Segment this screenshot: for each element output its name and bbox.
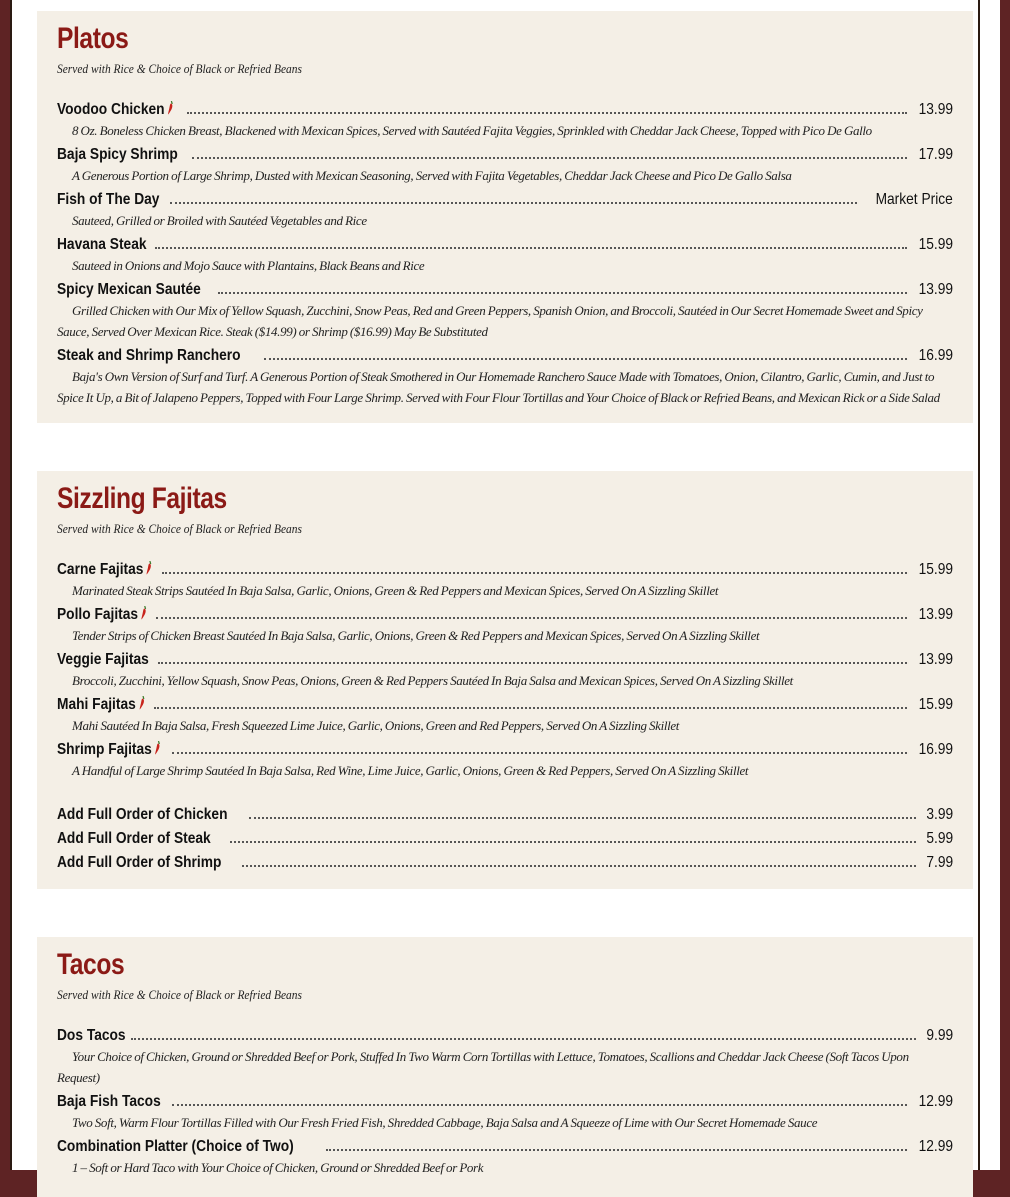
menu-item-row [57, 186, 953, 209]
menu-item-price: 16.99 [918, 347, 953, 364]
addon-name: Add Full Order of Steak [57, 830, 211, 847]
section-title: Tacos [57, 948, 125, 981]
menu-item-name-text: Carne Fajitas [57, 561, 144, 578]
addon-price: 5.99 [926, 830, 953, 847]
menu-item-name [57, 146, 178, 164]
menu-item-name-text: Voodoo Chicken [57, 101, 165, 118]
chili-pepper-icon [146, 561, 153, 575]
menu-item-description: A Handful of Large Shrimp Sautéed In Baja Salsa, Red Wine, Lime Juice, Garlic, Onions, Green & Red Peppers, Served On A Sizzling Skillet [72, 763, 749, 778]
addon-row [57, 800, 953, 824]
menu-item-row [57, 1088, 953, 1111]
addon-list [57, 800, 953, 872]
menu-item-name-text: Baja Spicy Shrimp [57, 146, 178, 163]
section-tacos [37, 937, 973, 1197]
menu-item-name [57, 101, 174, 119]
section-subtitle: Served with Rice & Choice of Black or Refried Beans [57, 987, 302, 1002]
dot-leader [218, 291, 907, 294]
menu-item-list [57, 556, 953, 781]
addon-name: Add Full Order of Shrimp [57, 854, 222, 871]
menu-item-row [57, 1133, 953, 1156]
dot-leader [156, 616, 907, 619]
menu-item-price: 16.99 [918, 741, 953, 758]
section-sizzling-fajitas [37, 471, 973, 889]
addon-name: Add Full Order of Chicken [57, 806, 228, 823]
menu-item-row [57, 276, 953, 299]
menu-item [57, 691, 953, 736]
menu-item-name-text: Pollo Fajitas [57, 606, 139, 623]
menu-item-name-text: Mahi Fajitas [57, 696, 136, 713]
dot-leader [170, 201, 857, 204]
menu-item-list [57, 1022, 953, 1178]
menu-item-price: 15.99 [918, 561, 953, 578]
menu-item-row [57, 556, 953, 579]
menu-item-price: 15.99 [918, 696, 953, 713]
menu-item [57, 186, 953, 231]
menu-item [57, 1133, 953, 1178]
menu-item-row [57, 231, 953, 254]
dot-leader [230, 840, 916, 843]
menu-item-description: 8 Oz. Boneless Chicken Breast, Blackened with Mexican Spices, Served with Sautéed Fajita Veggies, Sprinkled with Cheddar Jack Cheese, Topped with Pico De Gallo [72, 123, 872, 138]
dot-leader [326, 1148, 907, 1151]
chili-pepper-icon [138, 696, 145, 710]
menu-item-description: Sauteed in Onions and Mojo Sauce with Plantains, Black Beans and Rice [72, 258, 425, 273]
menu-item-price: Market Price [875, 191, 953, 208]
dot-leader [154, 706, 907, 709]
menu-item-description: Your Choice of Chicken, Ground or Shredded Beef or Pork, Stuffed In Two Warm Corn Tortillas with Lettuce, Tomatoes, Scallions and Cheddar Jack Cheese (Soft Tacos Upon Request) [57, 1049, 909, 1085]
menu-item-name-text: Steak and Shrimp Ranchero [57, 347, 241, 364]
menu-item-description: Baja's Own Version of Surf and Turf. A Generous Portion of Steak Smothered in Our Homemade Ranchero Sauce Made with Tomatoes, Onion, Cilantro, Garlic, Cumin, and Just to Spice It Up, a Bit of Jalapeno Peppers, Topped with Four Large Shrimp. Served with Four Flour Tortillas and Your Choice of Black or Refried Beans, and Mexican Rick or a Side Salad [57, 369, 940, 405]
dot-leader [242, 864, 916, 867]
menu-item-name [57, 1093, 161, 1111]
menu-item-name-text: Combination Platter (Choice of Two) [57, 1138, 294, 1155]
menu-item-price: 15.99 [918, 236, 953, 253]
menu-item-name-text: Fish of The Day [57, 191, 160, 208]
menu-item-row [57, 96, 953, 119]
menu-item-name [57, 561, 153, 579]
menu-item-name-text: Dos Tacos [57, 1027, 126, 1044]
section-title: Platos [57, 22, 129, 55]
addon-row [57, 848, 953, 872]
menu-item [57, 141, 953, 186]
menu-item-price: 12.99 [918, 1138, 953, 1155]
section-platos [37, 11, 973, 423]
menu-item-row [57, 736, 953, 759]
menu-item-price: 17.99 [918, 146, 953, 163]
menu-item [57, 556, 953, 601]
menu-item-row [57, 646, 953, 669]
menu-item-description: Grilled Chicken with Our Mix of Yellow Squash, Zucchini, Snow Peas, Red and Green Peppers, Spanish Onion, and Broccoli, Sautéed in Our Secret Homemade Sweet and Spicy Sauce, Served Over Mexican Rice. Steak ($14.99) or Shrimp ($16.99) May Be Substituted [57, 303, 923, 339]
dot-leader [155, 246, 907, 249]
addon-price: 7.99 [926, 854, 953, 871]
chili-pepper-icon [141, 606, 148, 620]
menu-item-price: 13.99 [918, 651, 953, 668]
menu-item-name [57, 347, 241, 365]
menu-item [57, 1022, 953, 1088]
menu-item-description: A Generous Portion of Large Shrimp, Dusted with Mexican Seasoning, Served with Fajita Vegetables, Cheddar Jack Cheese and Pico De Gallo Salsa [72, 168, 792, 183]
dot-leader [264, 357, 907, 360]
menu-item [57, 96, 953, 141]
dot-leader [172, 751, 907, 754]
menu-item [57, 601, 953, 646]
addon-price: 3.99 [926, 806, 953, 823]
menu-item-row [57, 1022, 953, 1045]
menu-item-description: Broccoli, Zucchini, Yellow Squash, Snow Peas, Onions, Green & Red Peppers Sautéed In Baja Salsa and Mexican Spices, Served On A Sizzling Skillet [72, 673, 793, 688]
menu-item-name [57, 1138, 294, 1156]
menu-item-row [57, 342, 953, 365]
menu-item-name [57, 651, 149, 669]
menu-item-price: 13.99 [918, 281, 953, 298]
menu-item-row [57, 691, 953, 714]
menu-item-name-text: Veggie Fajitas [57, 651, 149, 668]
menu-item-name [57, 696, 145, 714]
menu-item [57, 646, 953, 691]
menu-item-name-text: Shrimp Fajitas [57, 741, 152, 758]
menu-item [57, 342, 953, 408]
menu-item [57, 276, 953, 342]
menu-item-list [57, 96, 953, 408]
menu-item-description: Sauteed, Grilled or Broiled with Sautéed Vegetables and Rice [72, 213, 367, 228]
dot-leader [131, 1037, 916, 1040]
menu-item-price: 12.99 [918, 1093, 953, 1110]
dot-leader [158, 661, 907, 664]
menu-item-name [57, 741, 161, 759]
dot-leader [187, 111, 907, 114]
menu-item [57, 231, 953, 276]
menu-item-description: Marinated Steak Strips Sautéed In Baja Salsa, Garlic, Onions, Green & Red Peppers and Mexican Spices, Served On A Sizzling Skillet [72, 583, 719, 598]
menu-item-name-text: Spicy Mexican Sautée [57, 281, 201, 298]
section-title: Sizzling Fajitas [57, 482, 227, 515]
menu-item-name-text: Baja Fish Tacos [57, 1093, 161, 1110]
menu-item-name [57, 606, 148, 624]
menu-item-description: 1 – Soft or Hard Taco with Your Choice of Chicken, Ground or Shredded Beef or Pork [72, 1160, 484, 1175]
dot-leader [192, 156, 907, 159]
menu-item-description: Two Soft, Warm Flour Tortillas Filled with Our Fresh Fried Fish, Shredded Cabbage, Baja Salsa and A Squeeze of Lime with Our Secret Homemade Sauce [72, 1115, 818, 1130]
section-subtitle: Served with Rice & Choice of Black or Refried Beans [57, 521, 302, 536]
dot-leader [172, 1103, 907, 1106]
menu-item-name [57, 191, 159, 209]
section-subtitle: Served with Rice & Choice of Black or Refried Beans [57, 61, 302, 76]
menu-item-name-text: Havana Steak [57, 236, 147, 253]
menu-item-name [57, 281, 201, 299]
menu-item-description: Mahi Sautéed In Baja Salsa, Fresh Squeezed Lime Juice, Garlic, Onions, Green and Red Peppers, Served On A Sizzling Skillet [72, 718, 680, 733]
menu-item-description: Tender Strips of Chicken Breast Sautéed In Baja Salsa, Garlic, Onions, Green & Red Peppers and Mexican Spices, Served On A Sizzling Skillet [72, 628, 760, 643]
chili-pepper-icon [154, 741, 161, 755]
menu-item [57, 736, 953, 781]
menu-item-price: 13.99 [918, 606, 953, 623]
menu-item-row [57, 601, 953, 624]
menu-item-name [57, 1027, 126, 1045]
dot-leader [249, 816, 916, 819]
menu-item-price: 13.99 [918, 101, 953, 118]
menu-item [57, 1088, 953, 1133]
menu-item-row [57, 141, 953, 164]
menu-item-price: 9.99 [926, 1027, 953, 1044]
addon-row [57, 824, 953, 848]
menu-item-name [57, 236, 146, 254]
dot-leader [162, 571, 906, 574]
chili-pepper-icon [167, 101, 174, 115]
